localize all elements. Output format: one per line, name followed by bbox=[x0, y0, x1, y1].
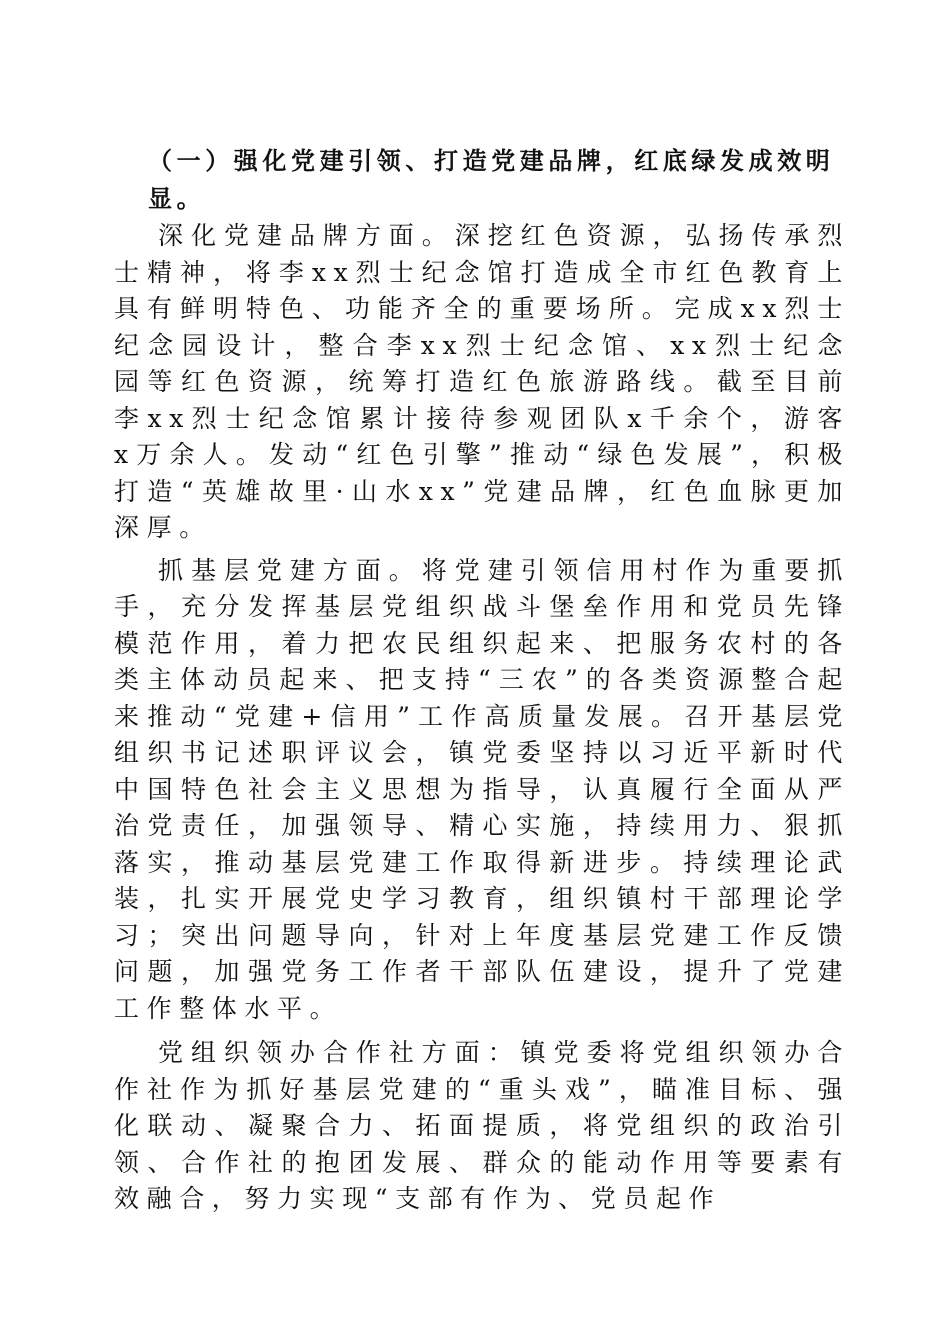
paragraph-grassroots-party-building: 抓基层党建方面。将党建引领信用村作为重要抓手，充分发挥基层党组织战斗堡垒作用和党员先锋模范作用，着力把农民组织起来、把服务农村的各类主体动员起来、把支持“三农”的各类资源整合起来推动“党建+信用”工作高质量发展。召开基层党组织书记述职评议会，镇党委坚持以习近平新时代中国特色社会主义思想为指导，认真履行全面从严治党责任，加强领导、精心实施，持续用力、狠抓落实，推动基层党建工作取得新进步。持续理论武装，扎实开展党史学习教育，组织镇村干部理论学习；突出问题导向，针对上年度基层党建工作反馈问题，加强党务工作者干部队伍建设，提升了党建工作整体水平。 bbox=[114, 555, 850, 1023]
paragraph-cooperative: 党组织领办合作社方面：镇党委将党组织领办合作社作为抓好基层党建的“重头戏”，瞄准目标、强化联动、凝聚合力、拓面提质，将党组织的政治引领、合作社的抱团发展、群众的能动作用等要素有效融合，努力实现“支部有作为、党员起作 bbox=[114, 1038, 850, 1213]
paragraph-party-brand: 深化党建品牌方面。深挖红色资源，弘扬传承烈士精神，将李xx烈士纪念馆打造成全市红色教育上具有鲜明特色、功能齐全的重要场所。完成xx烈士纪念园设计，整合李xx烈士纪念馆、xx烈士纪念园等红色资源，统筹打造红色旅游路线。截至目前李xx烈士纪念馆累计接待参观团队x千余个，游客x万余人。发动“红色引擎”推动“绿色发展”，积极打造“英雄故里·山水xx”党建品牌，红色血脉更加深厚。 bbox=[114, 221, 850, 542]
section-heading: （一）强化党建引领、打造党建品牌，红底绿发成效明显。 bbox=[148, 146, 835, 213]
document-page bbox=[114, 142, 850, 1218]
